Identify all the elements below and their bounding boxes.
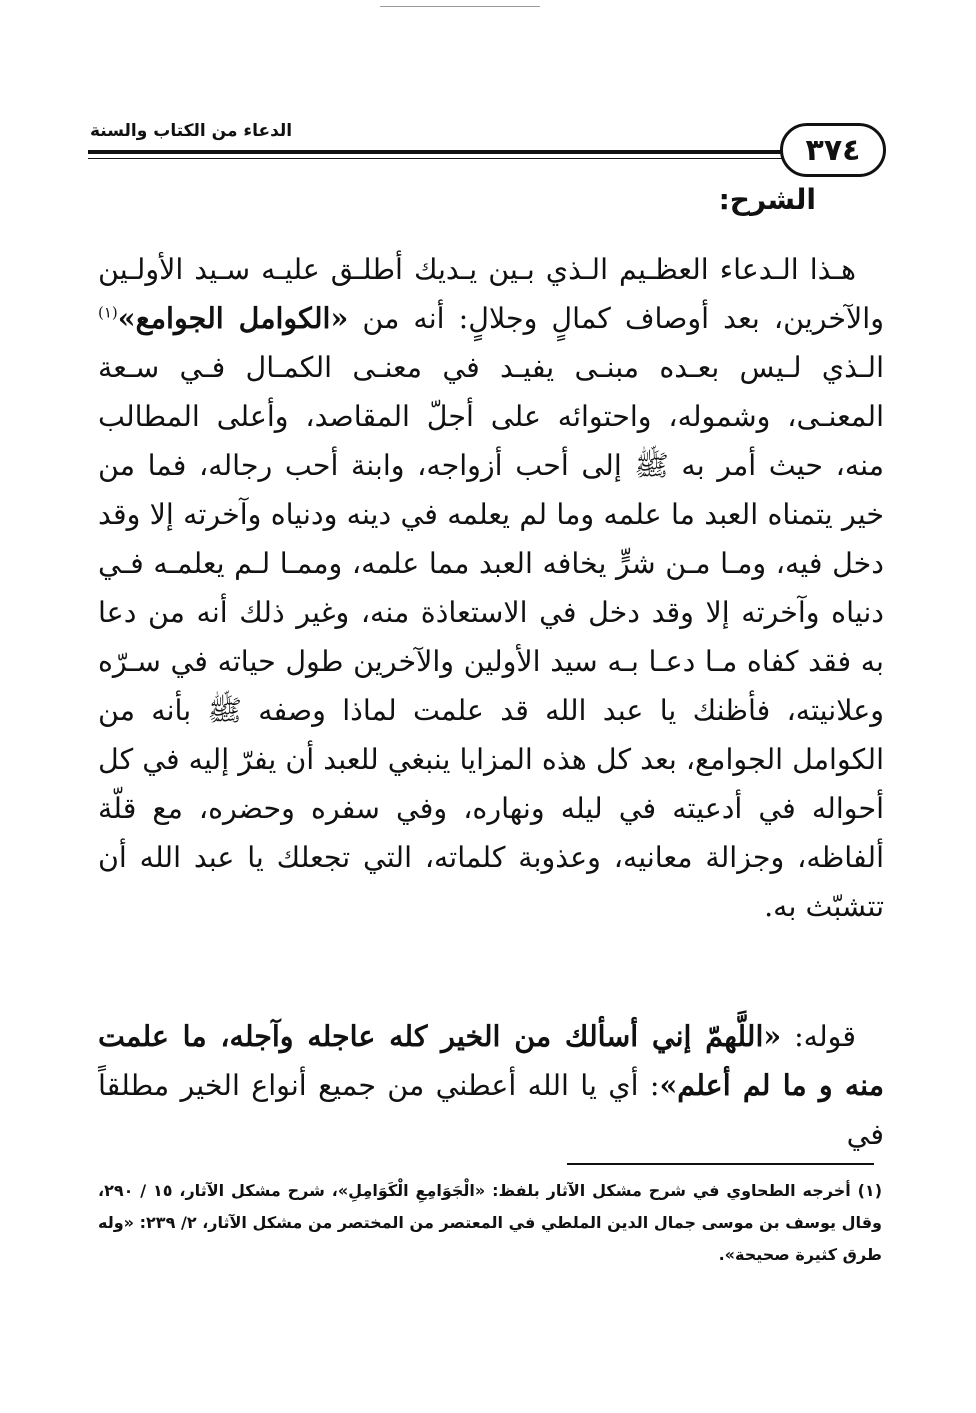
footnote-quoted-term: الْجَوَامِعِ الْكَوَامِلِ	[348, 1181, 475, 1200]
running-header-title: الدعاء من الكتاب والسنة	[90, 121, 293, 141]
header-rule-thin	[88, 158, 788, 159]
quoted-supplication: «اللَّهمّ إني أسألك من الخير كله عاجله وآجله، ما علمت منه و ما لم أعلم»	[98, 1019, 884, 1102]
body-paragraph-2	[98, 1012, 884, 1159]
paragraph1-text-a: هـذا الـدعاء العظـيم الـذي بـين يـديك أطلـق عليـه سـيد الأولـين والآخرين، بعد أوصاف كمالٍ وجلالٍ: أنه من	[98, 253, 884, 335]
header-rule-thick	[88, 150, 788, 154]
paragraph1-text-b: الـذي لـيس بعـده مبنـى يفيـد في معنـى الكمـال فـي سـعة المعنـى، وشموله، واحتوائه على أجلّ المقاصد، وأعلى المطالب منه، حيث أمر به ﷺ إلى أحب أزواجه، وابنة أحب رجاله، فما من خير يتمناه العبد ما علمه وما لم يعلمه في دينه ودنياه وآخرته إلا وقد دخل فيه، ومـا مـن شرٍّ يخافه العبد مما علمه، وممـا لـم يعلمـه فـي دنياه وآخرته إلا وقد دخل في الاستعاذة منه، وغير ذلك أنه من دعا به فقد كفاه مـا دعـا بـه سيد الأولين والآخرين طول حياته في سـرّه وعلانيته، فأظنك يا عبد الله قد علمت لماذا وصفه ﷺ بأنه من الكوامل الجوامع، بعد كل هذه المزايا ينبغي للعبد أن يفرّ إليه في كل أحواله في أدعيته في ليله ونهاره، وفي سفره وحضره، مع قلّة ألفاظه، وجزالة معانيه، وعذوبة كلماته، التي تجعلك يا عبد الله أن تتشبّث به.	[98, 351, 884, 923]
footnote-text-b: »، شرح مشكل الآثار، ١٥ / ٢٩٠، وقال يوسف بن موسى جمال الدين الملطي في المعتصر من المختصر من مشكل الآثار، ٢/ ٢٣٩: «وله طرق كثيرة صحيحة».	[98, 1181, 882, 1264]
quoted-term-kawamil: «الكوامل الجوامع»	[117, 301, 349, 335]
footnote-separator	[567, 1163, 874, 1165]
section-heading: الشرح:	[718, 183, 816, 216]
page-number-badge: ٣٧٤	[780, 123, 886, 177]
paragraph2-text-b: : أي يا الله أعطني من جميع أنواع الخير مطلقاً في	[98, 1069, 884, 1151]
footnote-marker-1: (١)	[98, 303, 118, 322]
footnote-1	[98, 1175, 882, 1271]
top-scan-rule	[380, 6, 540, 7]
body-paragraph-1	[98, 245, 884, 931]
paragraph2-text-a: قوله:	[781, 1020, 856, 1053]
footnote-text-a: (١) أخرجه الطحاوي في شرح مشكل الآثار بلفظ: «	[474, 1181, 882, 1200]
